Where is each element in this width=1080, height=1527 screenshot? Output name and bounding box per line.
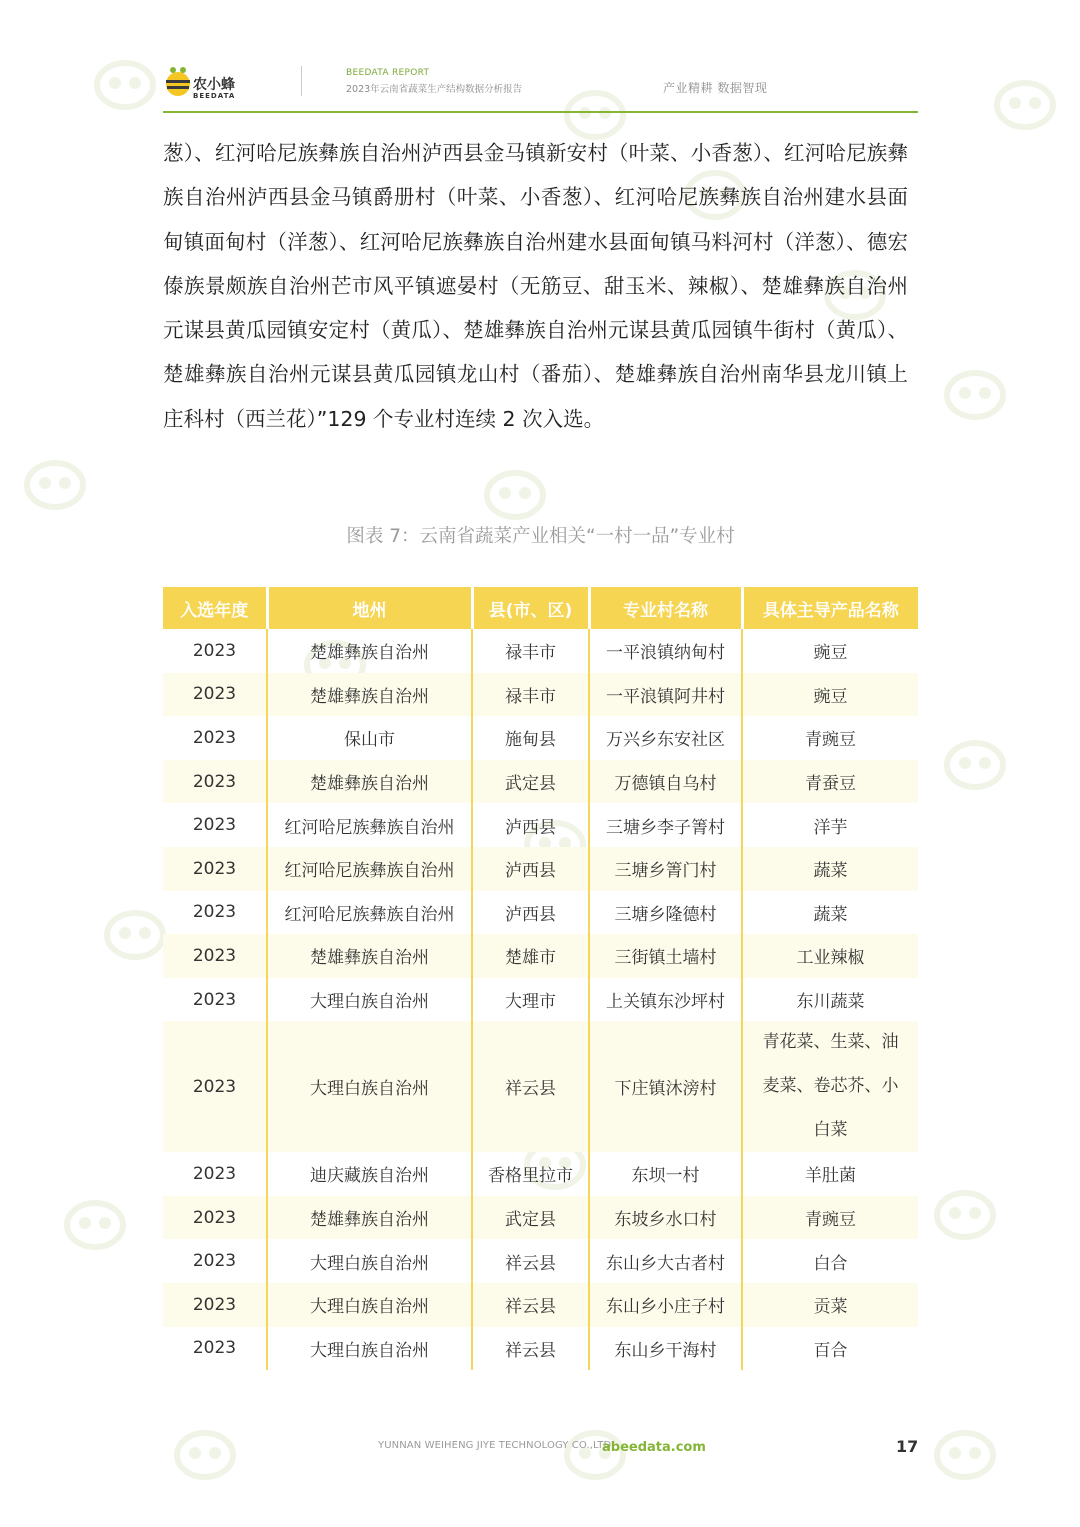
table-cell: 红河哈尼族彝族自治州 <box>267 847 472 891</box>
table-cell: 2023 <box>163 847 267 891</box>
table-cell: 武定县 <box>472 1196 589 1240</box>
bee-watermark-icon <box>930 1180 1000 1240</box>
table-cell: 楚雄市 <box>472 934 589 978</box>
column-header: 专业村名称 <box>589 587 742 629</box>
table-cell: 祥云县 <box>472 1283 589 1327</box>
table-cell: 青豌豆 <box>805 730 856 751</box>
table-cell: 祥云县 <box>472 1021 589 1152</box>
table-row <box>163 760 918 804</box>
table-cell: 迪庆藏族自治州 <box>267 1152 472 1196</box>
table-cell: 楚雄彝族自治州 <box>267 760 472 804</box>
column-header: 具体主导产品名称 <box>742 587 918 629</box>
table-cell: 2023 <box>163 934 267 978</box>
table-cell: 一平浪镇阿井村 <box>589 673 742 717</box>
table-row <box>163 629 918 673</box>
table-cell: 三塘乡箐门村 <box>589 847 742 891</box>
table-cell: 香格里拉市 <box>472 1152 589 1196</box>
table-cell: 豌豆 <box>813 643 848 664</box>
table-cell: 蔬菜 <box>742 847 918 891</box>
table-cell: 2023 <box>163 1283 267 1327</box>
table-cell: 楚雄彝族自治州 <box>267 629 472 673</box>
table-cell: 楚雄彝族自治州 <box>267 673 472 717</box>
report-tag: BEEDATA REPORT <box>346 68 430 78</box>
table-cell: 三塘乡隆德村 <box>589 891 742 935</box>
table-cell: 东坝一村 <box>589 1152 742 1196</box>
watermark <box>990 40 1080 160</box>
brand-logo <box>163 64 243 104</box>
table-cell: 2023 <box>163 891 267 935</box>
column-header: 县(市、区) <box>472 587 589 629</box>
table-cell: 羊肚菌 <box>805 1166 856 1187</box>
column-header: 入选年度 <box>163 587 267 629</box>
table-cell: 禄丰市 <box>472 673 589 717</box>
bee-watermark-icon <box>170 1420 240 1480</box>
table-cell: 三塘乡李子箐村 <box>589 803 742 847</box>
table-cell: 青豌豆 <box>742 1196 918 1240</box>
table-cell: 楚雄彝族自治州 <box>267 934 472 978</box>
table-cell: 禄丰市 <box>472 629 589 673</box>
table-cell: 洋芋 <box>813 817 848 838</box>
table-row <box>163 1021 918 1152</box>
table-cell: 2023 <box>163 978 267 1022</box>
page-number: 17 <box>896 1437 919 1456</box>
table-row <box>163 716 918 760</box>
table-cell: 泸西县 <box>472 803 589 847</box>
table-row <box>163 891 918 935</box>
table-cell: 东坡乡水口村 <box>589 1196 742 1240</box>
column-header: 地州 <box>267 587 472 629</box>
bee-watermark-icon <box>20 450 90 510</box>
table-cell: 2023 <box>163 1152 267 1196</box>
table-cell: 2023 <box>163 629 267 673</box>
table-cell: 施甸县 <box>472 716 589 760</box>
table-cell: 大理白族自治州 <box>267 1239 472 1283</box>
table-row <box>163 1327 918 1371</box>
watermark <box>930 1150 1080 1270</box>
table-cell: 大理白族自治州 <box>267 1021 472 1152</box>
table-cell: 大理白族自治州 <box>267 978 472 1022</box>
table-caption: 图表 7：云南省蔬菜产业相关“一村一品”专业村 <box>346 526 735 547</box>
table-cell: 2023 <box>163 716 267 760</box>
table-cell: 祥云县 <box>472 1327 589 1371</box>
table-cell: 万德镇自乌村 <box>589 760 742 804</box>
logo-text-en: BEEDATA <box>193 92 236 100</box>
bee-watermark-icon <box>930 1420 1000 1480</box>
table-cell: 一平浪镇纳甸村 <box>589 629 742 673</box>
table-cell: 红河哈尼族彝族自治州 <box>267 803 472 847</box>
table-cell: 2023 <box>163 1239 267 1283</box>
table-cell: 三街镇土墙村 <box>589 934 742 978</box>
table-cell: 2023 <box>163 760 267 804</box>
bee-watermark-icon <box>940 360 1010 420</box>
table-row <box>163 847 918 891</box>
bee-watermark-icon <box>90 50 160 110</box>
bee-watermark-icon <box>940 730 1010 790</box>
header-rule <box>163 111 918 113</box>
watermark <box>940 330 1080 450</box>
table-row <box>163 673 918 717</box>
table-row <box>163 934 918 978</box>
table-cell: 万兴乡东安社区 <box>589 716 742 760</box>
header-divider <box>301 66 302 96</box>
table-cell: 百合 <box>813 1340 848 1361</box>
table-cell: 大理白族自治州 <box>267 1283 472 1327</box>
table-cell: 青花菜、生菜、油麦菜、卷芯芥、小白菜 <box>742 1021 918 1152</box>
bee-watermark-icon <box>60 1190 130 1250</box>
table-cell: 2023 <box>163 1021 267 1152</box>
table-cell: 豌豆 <box>742 673 918 717</box>
table-cell: 白合 <box>813 1253 848 1274</box>
table-cell: 泸西县 <box>472 891 589 935</box>
page-header <box>163 60 918 112</box>
table-cell: 东山乡大古者村 <box>589 1239 742 1283</box>
table-cell: 2023 <box>163 673 267 717</box>
table-cell: 上关镇东沙坪村 <box>589 978 742 1022</box>
footer-company: YUNNAN WEIHENG JIYE TECHNOLOGY CO.,LTD. <box>378 1440 615 1451</box>
header-slogan: 产业精耕 数据智现 <box>663 81 768 95</box>
report-title: 2023年云南省蔬菜生产结构数据分析报告 <box>346 84 523 95</box>
logo-text-cn: 农小蜂 <box>193 77 235 93</box>
bee-watermark-icon <box>990 70 1060 130</box>
table-header-row <box>163 587 918 629</box>
table-cell: 工业辣椒 <box>742 934 918 978</box>
table-cell: 东山乡干海村 <box>589 1327 742 1371</box>
watermark <box>930 1390 1080 1510</box>
table-row <box>163 1196 918 1240</box>
table-cell: 青蚕豆 <box>742 760 918 804</box>
table-cell: 大理白族自治州 <box>267 1327 472 1371</box>
table-cell: 大理市 <box>472 978 589 1022</box>
bee-logo-icon <box>163 64 193 100</box>
watermark <box>170 1390 340 1510</box>
table-cell: 武定县 <box>472 760 589 804</box>
bee-watermark-icon <box>480 460 550 520</box>
table-cell: 2023 <box>163 1327 267 1371</box>
table-cell: 红河哈尼族彝族自治州 <box>267 891 472 935</box>
table-cell: 东山乡小庄子村 <box>589 1283 742 1327</box>
table-cell: 楚雄彝族自治州 <box>267 1196 472 1240</box>
table-row <box>163 1239 918 1283</box>
table-row <box>163 1152 918 1196</box>
watermark <box>940 700 1080 820</box>
table-cell: 东川蔬菜 <box>796 992 865 1013</box>
bee-watermark-icon <box>100 900 170 960</box>
table-row <box>163 1283 918 1327</box>
table-cell: 蔬菜 <box>813 904 848 925</box>
table-cell: 下庄镇沐滂村 <box>589 1021 742 1152</box>
table-cell: 保山市 <box>267 716 472 760</box>
body-paragraph: 葱）、红河哈尼族彝族自治州泸西县金马镇新安村（叶菜、小香葱）、红河哈尼族彝族自治州泸西县金马镇爵册村（叶菜、小香葱）、红河哈尼族彝族自治州建水县面甸镇面甸村（洋葱）、红河哈尼族彝族自治州建水县面甸镇马料河村（洋葱）、德宏傣族景颇族自治州芒市风平镇遮晏村（无筋豆、甜玉米、辣椒）、楚雄彝族自治州元谋县黄瓜园镇安定村（黄瓜）、楚雄彝族自治州元谋县黄瓜园镇牛街村（黄瓜）、楚雄彝族自治州元谋县黄瓜园镇龙山村（番茄）、楚雄彝族自治州南华县龙川镇上庄科村（西兰花）”129 个专业村连续 2 次入选。 <box>163 141 908 431</box>
footer-url[interactable]: abeedata.com <box>602 1440 706 1455</box>
table-row <box>163 803 918 847</box>
table-cell: 2023 <box>163 1196 267 1240</box>
villages-table <box>163 587 918 1370</box>
table-cell: 祥云县 <box>472 1239 589 1283</box>
table-cell: 泸西县 <box>472 847 589 891</box>
table-cell: 2023 <box>163 803 267 847</box>
table-cell: 贡菜 <box>742 1283 918 1327</box>
table-row <box>163 978 918 1022</box>
